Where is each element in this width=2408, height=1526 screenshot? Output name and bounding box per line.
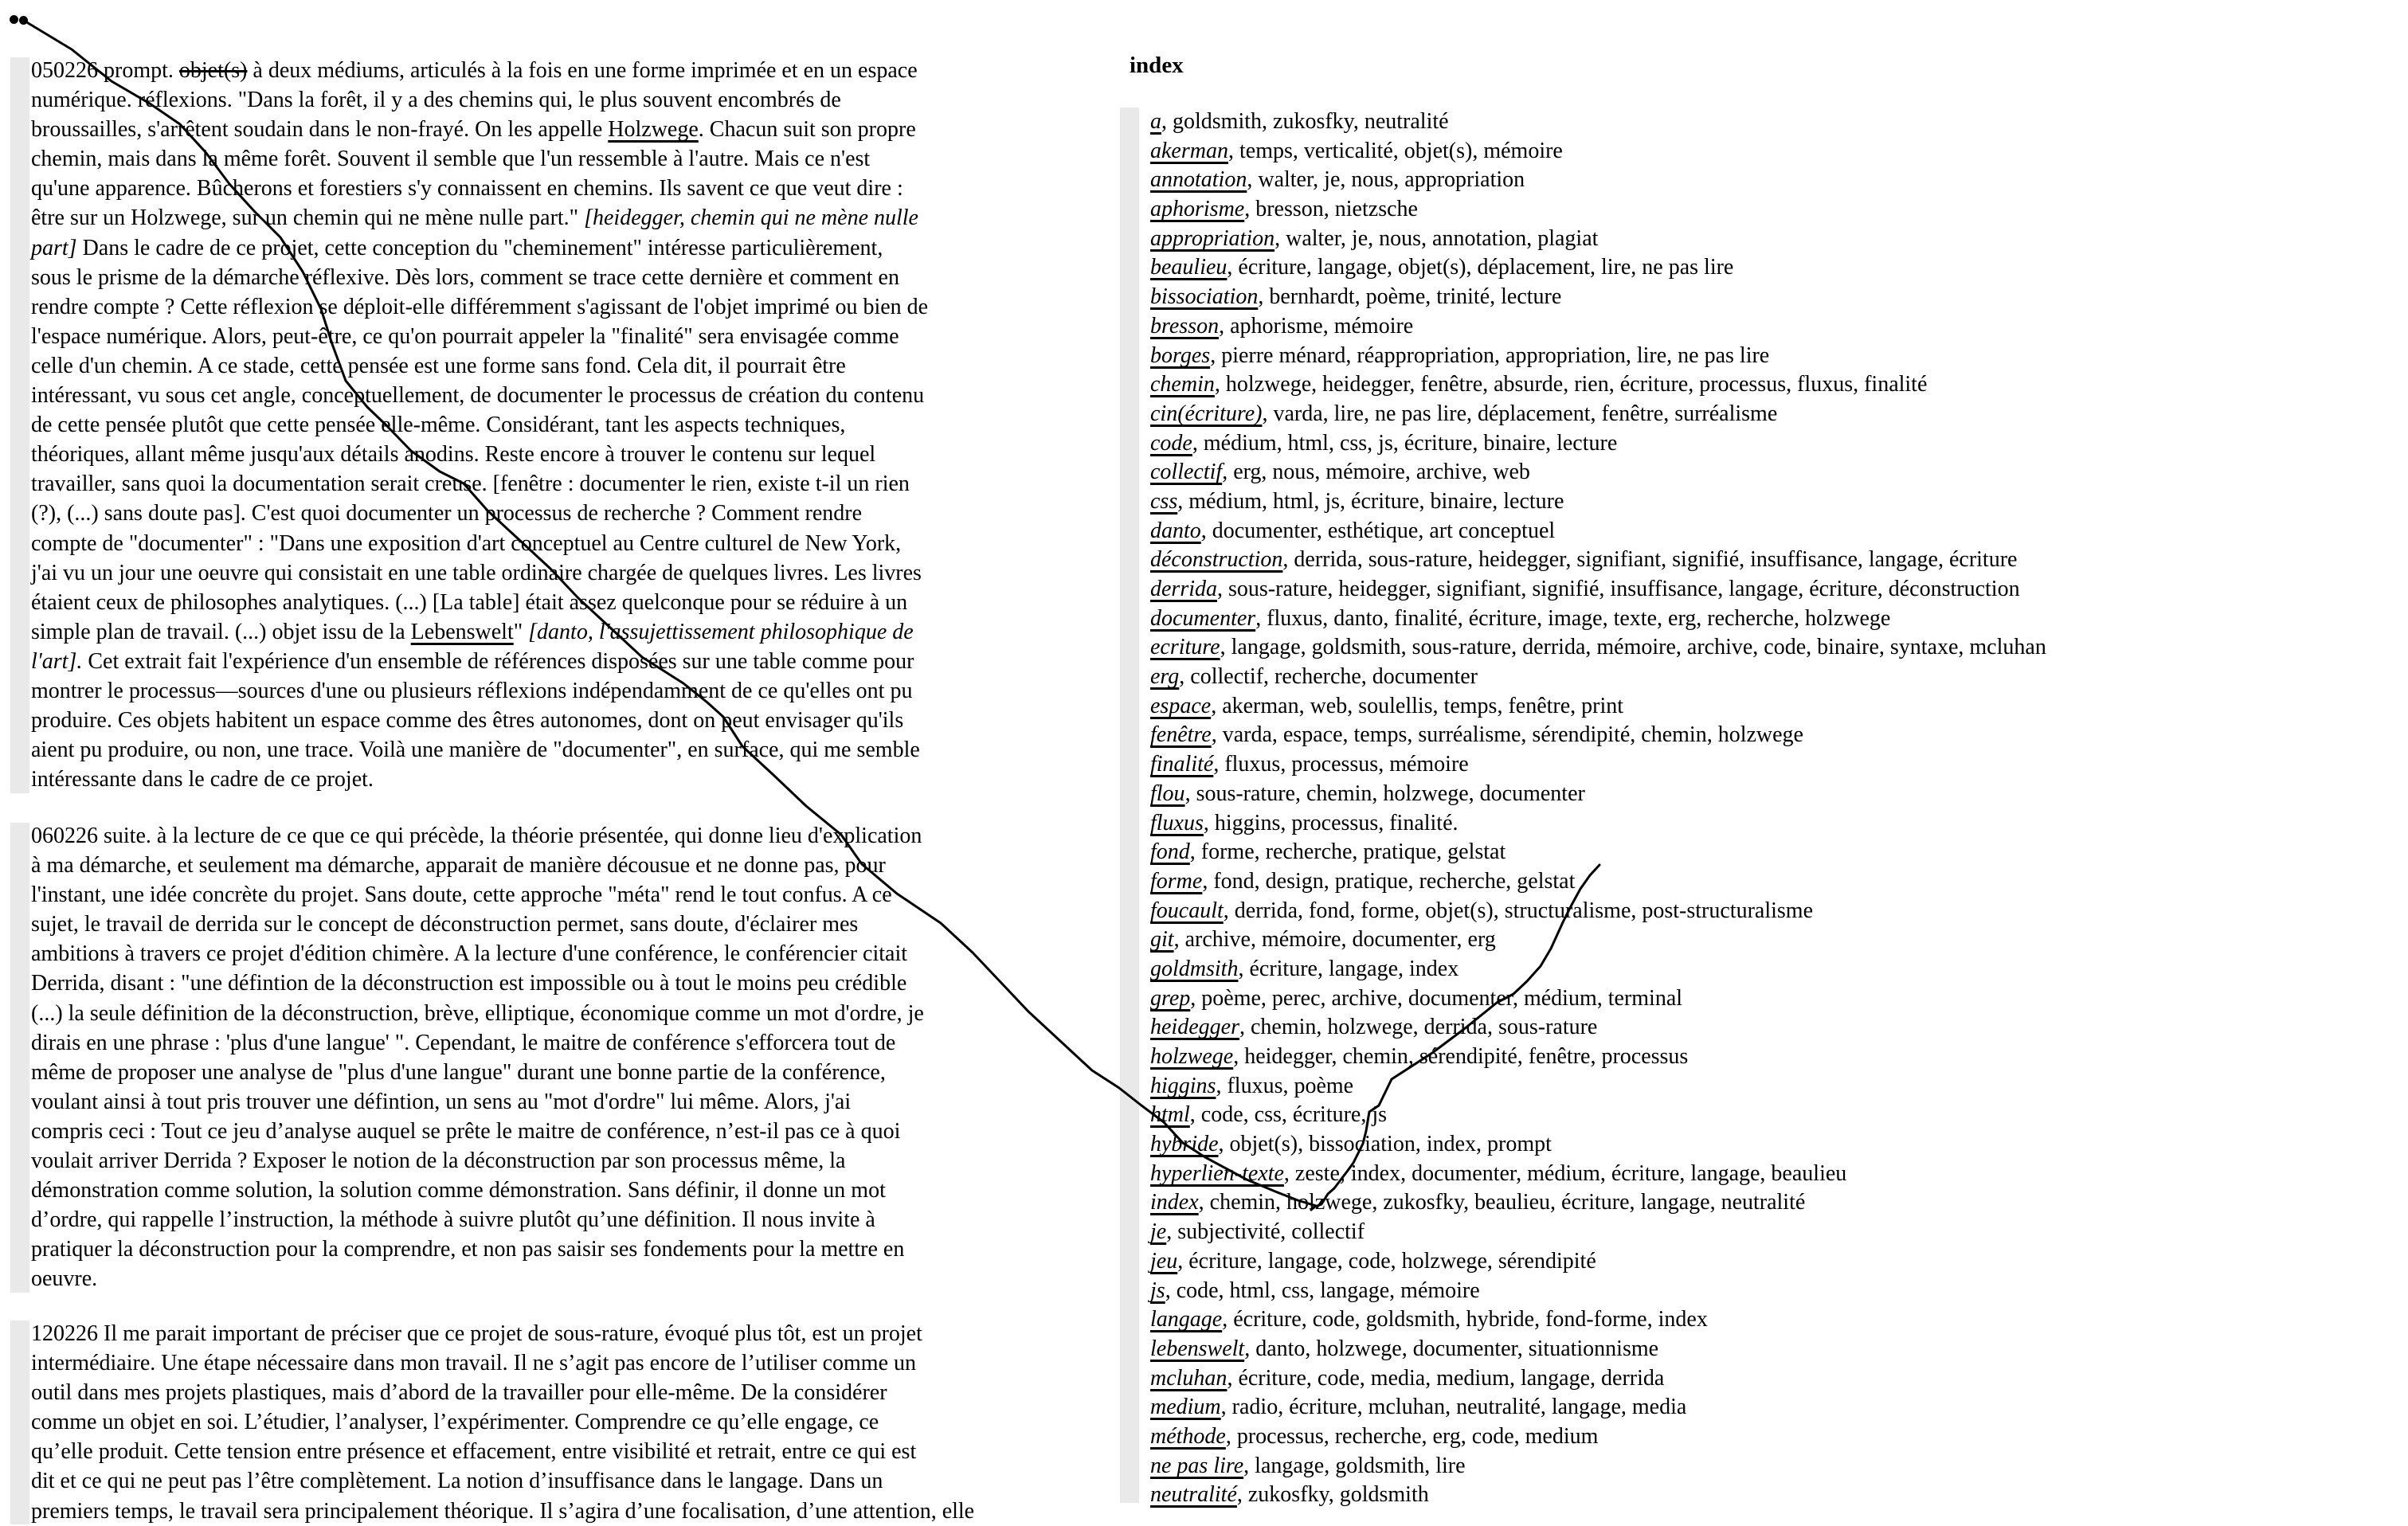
index-entry-keywords: , akerman, web, soulellis, temps, fenêtre, print (1211, 693, 1624, 718)
index-entry (1150, 1218, 2046, 1247)
text-segment: " (513, 619, 529, 644)
journal-entry-060226 (31, 821, 924, 1294)
index-term-link[interactable]: méthode (1150, 1423, 1226, 1449)
text-segment: rendre compte ? Cette réflexion se déploit-elle différemment s'agissant de l'objet imprimé ou bien de (31, 294, 929, 319)
index-term-link[interactable]: hyperlien-texte (1150, 1160, 1284, 1186)
index-list (1150, 108, 2046, 1510)
index-entry-keywords: , heidegger, chemin, sérendipité, fenêtre, processus (1233, 1044, 1689, 1069)
index-entry (1150, 1481, 2046, 1510)
text-segment: ambitions à travers ce projet d'édition chimère. A la lecture d'une conférence, le conférencier citait (31, 941, 908, 967)
text-segment: travailler, sans quoi la documentation serait creuse. [fenêtre : documenter le rien, existe t-il un rien (31, 471, 910, 497)
index-term-link[interactable]: holzwege (1150, 1044, 1234, 1069)
text-line (31, 968, 924, 998)
index-entry-keywords: , écriture, langage, code, holzwege, sérendipité (1177, 1248, 1596, 1274)
text-segment: montrer le processus—sources d'une ou plusieurs réflexions indépendamment de ce qu'elles ont pu (31, 678, 913, 703)
text-segment: intermédiaire. Une étape nécessaire dans mon travail. Il ne s’agit pas encore de l’utiliser comme un (31, 1351, 917, 1376)
text-line (31, 910, 924, 939)
index-term-link[interactable]: fond (1150, 839, 1190, 865)
text-segment: voulait arriver Derrida ? Exposer le notion de la déconstruction par son processus même, la (31, 1148, 846, 1174)
index-entry-keywords: , holzwege, heidegger, fenêtre, absurde, rien, écriture, processus, fluxus, finalité (1214, 372, 1928, 397)
text-segment: qu'une apparence. Bûcherons et forestiers s'y connaissent en chemins. Ils savent ce que veut dire : (31, 176, 903, 202)
text-line (31, 765, 928, 794)
index-term-link[interactable]: html (1150, 1102, 1190, 1128)
text-segment: compte de "documenter" : "Dans une exposition d'art conceptuel au Centre culturel de New York, (31, 530, 902, 556)
index-term-link[interactable]: bresson (1150, 313, 1220, 338)
index-term-link[interactable]: derrida (1150, 577, 1217, 601)
index-term-link[interactable]: fluxus (1150, 810, 1204, 835)
index-term-link[interactable]: foucault (1150, 898, 1224, 923)
index-entry-keywords: , derrida, fond, forme, objet(s), structuralisme, post-structuralisme (1223, 898, 1814, 923)
text-segment: à ma démarche, et seulement ma démarche, apparait de manière décousue et ne donne pas, pour (31, 853, 886, 878)
index-term-link[interactable]: documenter (1150, 605, 1256, 631)
text-line (31, 499, 928, 528)
text-line (31, 706, 928, 735)
index-entry-keywords: , médium, html, css, js, écriture, binaire, lecture (1192, 430, 1618, 456)
index-term-link[interactable]: chemin (1150, 372, 1215, 397)
index-term-link[interactable]: appropriation (1150, 225, 1275, 251)
text-segment: sous le prisme de la démarche réflexive. Dès lors, comment se trace cette dernière et comment en (31, 264, 899, 290)
text-segment-u: Lebenswelt (410, 619, 514, 644)
index-entry-keywords: , zukosfky, goldsmith (1236, 1482, 1429, 1508)
text-line (31, 1319, 974, 1348)
index-entry-keywords: , fluxus, danto, finalité, écriture, image, texte, erg, recherche, holzwege (1255, 605, 1891, 631)
index-entry (1150, 458, 2046, 487)
text-line (31, 351, 928, 381)
index-entry-keywords: , goldsmith, zukosfky, neutralité (1161, 109, 1449, 134)
index-entry-keywords: , documenter, esthétique, art conceptuel (1200, 518, 1556, 543)
index-term-link[interactable]: hybride (1150, 1132, 1219, 1157)
index-entry (1150, 400, 2046, 429)
index-entry-keywords: , danto, holzwege, documenter, situationnisme (1244, 1336, 1659, 1361)
index-term-link[interactable]: goldmsith (1150, 956, 1239, 981)
index-term-link[interactable]: je (1150, 1219, 1167, 1245)
index-entry (1150, 108, 2046, 137)
text-segment-i: part] (31, 235, 77, 260)
bullet-dot (10, 15, 18, 24)
index-entry-keywords: , code, css, écriture, js (1189, 1102, 1388, 1128)
text-segment-i: [danto, l'assujettissement philosophique de (528, 619, 914, 644)
index-entry-keywords: , walter, je, nous, appropriation (1247, 167, 1525, 193)
index-term-link[interactable]: déconstruction (1150, 547, 1283, 573)
index-term-link[interactable]: git (1150, 927, 1174, 953)
text-segment: 060226 suite. à la lecture de ce que ce qui précède, la théorie présentée, qui donne lieu d'explication (31, 824, 922, 848)
index-term-link[interactable]: collectif (1150, 460, 1223, 485)
index-term-link[interactable]: ecriture (1150, 635, 1220, 660)
index-term-link[interactable]: index (1150, 1190, 1199, 1215)
text-line (31, 999, 924, 1028)
index-entry (1150, 342, 2046, 371)
index-entry (1150, 137, 2046, 166)
index-entry-keywords: , walter, je, nous, annotation, plagiat (1274, 225, 1599, 251)
index-entry-keywords: , archive, mémoire, documenter, erg (1173, 927, 1496, 953)
index-term-link[interactable]: js (1150, 1278, 1165, 1303)
index-term-link[interactable]: finalité (1150, 752, 1214, 777)
index-term-link[interactable]: mcluhan (1150, 1365, 1227, 1391)
text-segment: intéressant, vu sous cet angle, conceptuellement, de documenter le processus de création du contenu (31, 383, 925, 409)
index-entry-keywords: , pierre ménard, réappropriation, appropriation, lire, ne pas lire (1210, 342, 1770, 368)
index-entry-keywords: , écriture, code, media, medium, langage, derrida (1227, 1365, 1665, 1391)
text-segment: 120226 Il me parait important de préciser que ce projet de sous-rature, évoqué plus tôt, est un projet (31, 1321, 922, 1346)
text-line (31, 1348, 974, 1378)
index-entry (1150, 195, 2046, 225)
index-entry (1150, 809, 2046, 839)
index-entry-keywords: , langage, goldsmith, sous-rature, derrida, mémoire, archive, code, binaire, syntaxe, mcluhan (1220, 635, 2046, 660)
index-entry (1150, 1305, 2046, 1335)
text-line (31, 292, 928, 322)
index-entry-keywords: , chemin, holzwege, zukosfky, beaulieu, écriture, langage, neutralité (1198, 1190, 1806, 1215)
text-segment: compris ceci : Tout ce jeu d’analyse auquel se prête le maitre de conférence, n’est-il pas ce à quoi (31, 1118, 901, 1144)
index-entry (1150, 1452, 2046, 1481)
text-line (31, 1028, 924, 1058)
text-line (31, 1176, 924, 1205)
index-entry (1150, 955, 2046, 984)
text-line (31, 381, 928, 410)
index-term-link[interactable]: akerman (1150, 138, 1228, 163)
index-entry (1150, 1393, 2046, 1422)
index-term-link[interactable]: ne pas lire (1150, 1453, 1244, 1478)
text-line (31, 1466, 974, 1496)
text-segment: j'ai vu un jour une oeuvre qui consistait en une table ordinaire chargée de quelques livres. Les livres (31, 560, 922, 585)
text-line (31, 1087, 924, 1117)
text-segment: démonstration comme solution, la solution comme démonstration. Sans définir, il donne un mot (31, 1178, 886, 1203)
index-entry (1150, 605, 2046, 634)
text-line (31, 263, 928, 292)
text-segment: 050226 prompt. (31, 58, 179, 83)
text-line (31, 851, 924, 880)
index-entry (1150, 838, 2046, 867)
text-segment: Cet extrait fait l'expérience d'un ensemble de références disposées sur une table comme pour (82, 648, 914, 674)
text-segment: intéressante dans le cadre de ce projet. (31, 767, 374, 792)
journal-entry-050226 (31, 56, 928, 794)
text-line (31, 144, 928, 174)
index-entry-keywords: , forme, recherche, pratique, gelstat (1189, 839, 1506, 865)
index-entry (1150, 663, 2046, 692)
bullet-dot (19, 16, 28, 25)
index-entry (1150, 166, 2046, 195)
text-segment: sujet, le travail de derrida sur le concept de déconstruction permet, sans doute, d'éclairer mes (31, 912, 859, 937)
text-line (31, 676, 928, 706)
text-line (31, 617, 928, 647)
paragraph-marker-bar (10, 1321, 29, 1524)
index-term-link[interactable]: bissociation (1150, 284, 1259, 310)
text-line (31, 647, 928, 676)
text-segment-u: Holzwege (608, 117, 699, 143)
text-line (31, 410, 928, 440)
text-segment: comme un objet en soi. L’étudier, l’analyser, l’expérimenter. Comprendre ce qu’elle engage, ce (31, 1410, 879, 1435)
index-entry (1150, 925, 2046, 955)
index-term-link[interactable]: borges (1150, 342, 1211, 368)
text-line (31, 1205, 924, 1234)
index-marker-bar (1120, 108, 1139, 1503)
index-entry (1150, 283, 2046, 312)
index-entry (1150, 575, 2046, 605)
index-entry (1150, 633, 2046, 663)
text-line (31, 115, 928, 144)
text-segment-strike: objet(s) (178, 58, 248, 83)
text-segment: Derrida, disant : "une défintion de la déconstruction est impossible ou à tout le moins peu crédible (31, 971, 907, 996)
index-entry-keywords: , médium, html, js, écriture, binaire, lecture (1177, 488, 1564, 514)
index-term-link[interactable]: erg (1150, 664, 1180, 690)
index-term-link[interactable]: fenêtre (1150, 722, 1212, 748)
index-entry (1150, 780, 2046, 809)
text-segment: même de proposer une analyse de "plus d'une langue" durant une bonne partie de la conférence, (31, 1059, 886, 1085)
index-entry (1150, 1130, 2046, 1160)
text-line (31, 440, 928, 469)
text-line (31, 203, 928, 233)
text-segment: produire. Ces objets habitent un espace comme des êtres autonomes, dont on peut envisager qu'ils (31, 708, 904, 734)
text-segment: l'instant, une idée concrète du projet. Sans doute, cette approche "méta" rend le tout confus. A ce (31, 882, 892, 908)
index-entry-keywords: , higgins, processus, finalité. (1203, 810, 1459, 835)
index-entry-keywords: , langage, goldsmith, lire (1243, 1453, 1466, 1478)
index-entry (1150, 1277, 2046, 1306)
index-entry-keywords: , varda, lire, ne pas lire, déplacement, fenêtre, surréalisme (1262, 401, 1778, 426)
text-line (31, 1234, 924, 1264)
index-term-link[interactable]: a (1150, 109, 1161, 134)
text-segment: d’ordre, qui rappelle l’instruction, la méthode à suivre plutôt qu’une définition. Il nous invite à (31, 1207, 875, 1233)
index-term-link[interactable]: cin(écriture) (1150, 401, 1263, 426)
index-entry-keywords: , écriture, langage, objet(s), déplacement, lire, ne pas lire (1227, 255, 1734, 280)
index-entry-keywords: , sous-rature, heidegger, signifiant, signifié, insuffisance, langage, écriture, déconstruction (1217, 577, 2020, 601)
text-segment: pratiquer la déconstruction pour la comprendre, et non pas saisir ses fondements pour la mettre en (31, 1237, 905, 1262)
index-entry-keywords: , erg, nous, mémoire, archive, web (1222, 460, 1530, 485)
text-segment: celle d'un chemin. A ce stade, cette pensée est une forme sans fond. Cela dit, il pourrait être (31, 353, 846, 378)
index-term-link[interactable]: langage (1150, 1307, 1223, 1332)
text-segment: aient pu produire, ou non, une trace. Voilà une manière de "documenter", en surface, qui me semble (31, 738, 920, 763)
index-entry-keywords: , radio, écriture, mcluhan, neutralité, langage, media (1220, 1395, 1687, 1420)
index-entry (1150, 1247, 2046, 1277)
index-term-link[interactable]: annotation (1150, 167, 1247, 193)
index-term-link[interactable]: code (1150, 430, 1192, 456)
text-segment: théoriques, allant même jusqu'aux détails anodins. Reste encore à trouver le contenu sur lequel (31, 442, 876, 468)
index-entry (1150, 487, 2046, 517)
text-segment: l'espace numérique. Alors, peut-être, ce qu'on pourrait appeler la "finalité" sera envisagée comme (31, 323, 899, 349)
text-line (31, 1497, 974, 1526)
text-segment: de cette pensée plutôt que cette pensée elle-même. Considérant, tant les aspects techniques, (31, 413, 846, 438)
index-entry-keywords: , objet(s), bissociation, index, prompt (1218, 1132, 1552, 1157)
text-line (31, 821, 924, 851)
index-entry-keywords: , varda, espace, temps, surréalisme, sérendipité, chemin, holzwege (1211, 722, 1803, 748)
index-term-link[interactable]: heidegger (1150, 1015, 1239, 1040)
journal-entry-120226 (31, 1319, 974, 1526)
index-entry (1150, 1160, 2046, 1189)
index-entry (1150, 546, 2046, 575)
text-line (31, 1378, 974, 1407)
index-entry (1150, 1101, 2046, 1130)
text-segment-i: [heidegger, chemin qui ne mène nulle (584, 205, 918, 231)
index-entry (1150, 429, 2046, 459)
text-segment: être sur un Holzwege, sur un chemin qui ne mène nulle part." (31, 205, 585, 231)
paragraph-marker-bar (10, 823, 29, 1293)
index-term-link[interactable]: higgins (1150, 1073, 1216, 1098)
text-segment: Dans le cadre de ce projet, cette conception du "cheminement" intéresse particulièrement, (76, 235, 883, 260)
index-entry-keywords: , écriture, langage, index (1238, 956, 1459, 981)
text-line (31, 1407, 974, 1437)
index-entry (1150, 1188, 2046, 1218)
index-entry-keywords: , fond, design, pratique, recherche, gelstat (1202, 868, 1576, 894)
text-line (31, 85, 928, 115)
index-entry-keywords: , collectif, recherche, documenter (1179, 664, 1478, 690)
index-entry (1150, 984, 2046, 1014)
index-entry (1150, 1043, 2046, 1072)
text-line (31, 1437, 974, 1466)
index-entry (1150, 312, 2046, 342)
text-segment: qu’elle produit. Cette tension entre présence et effacement, entre visibilité et retrait, entre ce qui est (31, 1439, 917, 1465)
index-entry (1150, 253, 2046, 283)
text-line (31, 1264, 924, 1293)
index-term-link[interactable]: espace (1150, 693, 1212, 718)
index-entry (1150, 1072, 2046, 1101)
index-entry-keywords: , processus, recherche, erg, code, medium (1225, 1423, 1599, 1449)
text-segment: premiers temps, le travail sera principalement théorique. Il s’agira d’une focalisation, d’une attention, elle (31, 1498, 975, 1524)
text-line (31, 558, 928, 588)
index-term-link[interactable]: neutralité (1150, 1482, 1237, 1508)
index-heading: index (1130, 53, 1184, 78)
text-segment-i: l'art]. (31, 648, 83, 674)
text-line (31, 588, 928, 617)
index-entry (1150, 897, 2046, 926)
text-line (31, 174, 928, 203)
index-term-link[interactable]: grep (1150, 985, 1191, 1011)
text-line (31, 1117, 924, 1146)
index-term-link[interactable]: flou (1150, 781, 1185, 806)
text-line (31, 880, 924, 910)
text-segment: à deux médiums, articulés à la fois en une forme imprimée et en un espace (247, 58, 918, 83)
index-entry (1150, 225, 2046, 254)
index-term-link[interactable]: css (1150, 488, 1178, 514)
index-entry-keywords: , bernhardt, poème, trinité, lecture (1258, 284, 1562, 310)
index-entry-keywords: , fluxus, poème (1216, 1073, 1354, 1098)
index-entry (1150, 1335, 2046, 1364)
index-entry-keywords: , code, html, css, langage, mémoire (1165, 1278, 1480, 1303)
index-entry-keywords: , chemin, holzwege, derrida, sous-rature (1239, 1015, 1598, 1040)
text-segment: numérique. réflexions. "Dans la forêt, il y a des chemins qui, le plus souvent encombrés de (31, 88, 841, 113)
index-entry-keywords: , écriture, code, goldsmith, hybride, fond-forme, index (1222, 1307, 1708, 1332)
text-segment: outil dans mes projets plastiques, mais d’abord de la travailler pour elle-même. De la considérer (31, 1380, 887, 1406)
text-segment: dirais en une phrase : 'plus d'une langue' ". Cependant, le maitre de conférence s'efforcera tout de (31, 1030, 896, 1055)
index-entry (1150, 1364, 2046, 1394)
text-line (31, 1058, 924, 1087)
text-line (31, 529, 928, 558)
index-entry-keywords: , derrida, sous-rature, heidegger, signifiant, signifié, insuffisance, langage, écriture (1282, 547, 2018, 573)
text-segment: étaient ceux de philosophes analytiques. (...) [La table] était assez quelconque pour se réduire à un (31, 589, 908, 615)
text-line (31, 939, 924, 968)
index-entry (1150, 692, 2046, 722)
text-segment: chemin, mais dans la même forêt. Souvent il semble que l'un ressemble à l'autre. Mais ce n'est (31, 147, 871, 172)
index-entry (1150, 1422, 2046, 1452)
index-entry-keywords: , zeste, index, documenter, médium, écriture, langage, beaulieu (1283, 1160, 1847, 1186)
index-term-link[interactable]: lebenswelt (1150, 1336, 1245, 1361)
text-line (31, 233, 928, 263)
text-segment: dit et ce qui ne peut pas l’être complètement. La notion d’insuffisance dans le langage. Dans un (31, 1469, 883, 1494)
index-entry (1150, 370, 2046, 400)
index-term-link[interactable]: forme (1150, 868, 1203, 894)
text-line (31, 322, 928, 351)
text-line (31, 1146, 924, 1176)
index-entry-keywords: , aphorisme, mémoire (1219, 313, 1414, 338)
text-line (31, 735, 928, 765)
index-term-link[interactable]: jeu (1150, 1248, 1178, 1274)
index-term-link[interactable]: danto (1150, 518, 1201, 543)
index-term-link[interactable]: medium (1150, 1395, 1221, 1420)
text-segment: (...) la seule définition de la déconstruction, brève, elliptique, économique comme un mot d'ordre, je (31, 1000, 924, 1026)
index-entry-keywords: , bresson, nietzsche (1244, 197, 1418, 222)
index-entry-keywords: , poème, perec, archive, documenter, médium, terminal (1190, 985, 1683, 1011)
index-entry-keywords: , sous-rature, chemin, holzwege, documenter (1184, 781, 1585, 806)
text-segment: . Chacun suit son propre (698, 117, 916, 143)
text-line (31, 469, 928, 499)
paragraph-marker-bar (10, 57, 29, 793)
index-entry (1150, 867, 2046, 897)
index-entry (1150, 721, 2046, 750)
index-entry-keywords: , subjectivité, collectif (1166, 1219, 1365, 1245)
text-segment: broussailles, s'arrêtent soudain dans le non-frayé. On les appelle (31, 117, 609, 143)
text-segment: voulant ainsi à tout pris trouver une défintion, un sens au "mot d'ordre" lui même. Alors, j'ai (31, 1089, 852, 1114)
index-entry (1150, 1013, 2046, 1043)
index-entry (1150, 517, 2046, 546)
index-term-link[interactable]: aphorisme (1150, 197, 1245, 222)
index-entry (1150, 750, 2046, 780)
text-line (31, 56, 928, 85)
index-term-link[interactable]: beaulieu (1150, 255, 1227, 280)
text-segment: simple plan de travail. (...) objet issu de la (31, 619, 411, 644)
text-segment: (?), (...) sans doute pas]. C'est quoi documenter un processus de recherche ? Comment rendre (31, 501, 863, 526)
text-segment: oeuvre. (31, 1266, 98, 1292)
index-entry-keywords: , temps, verticalité, objet(s), mémoire (1227, 138, 1563, 163)
index-entry-keywords: , fluxus, processus, mémoire (1213, 752, 1469, 777)
